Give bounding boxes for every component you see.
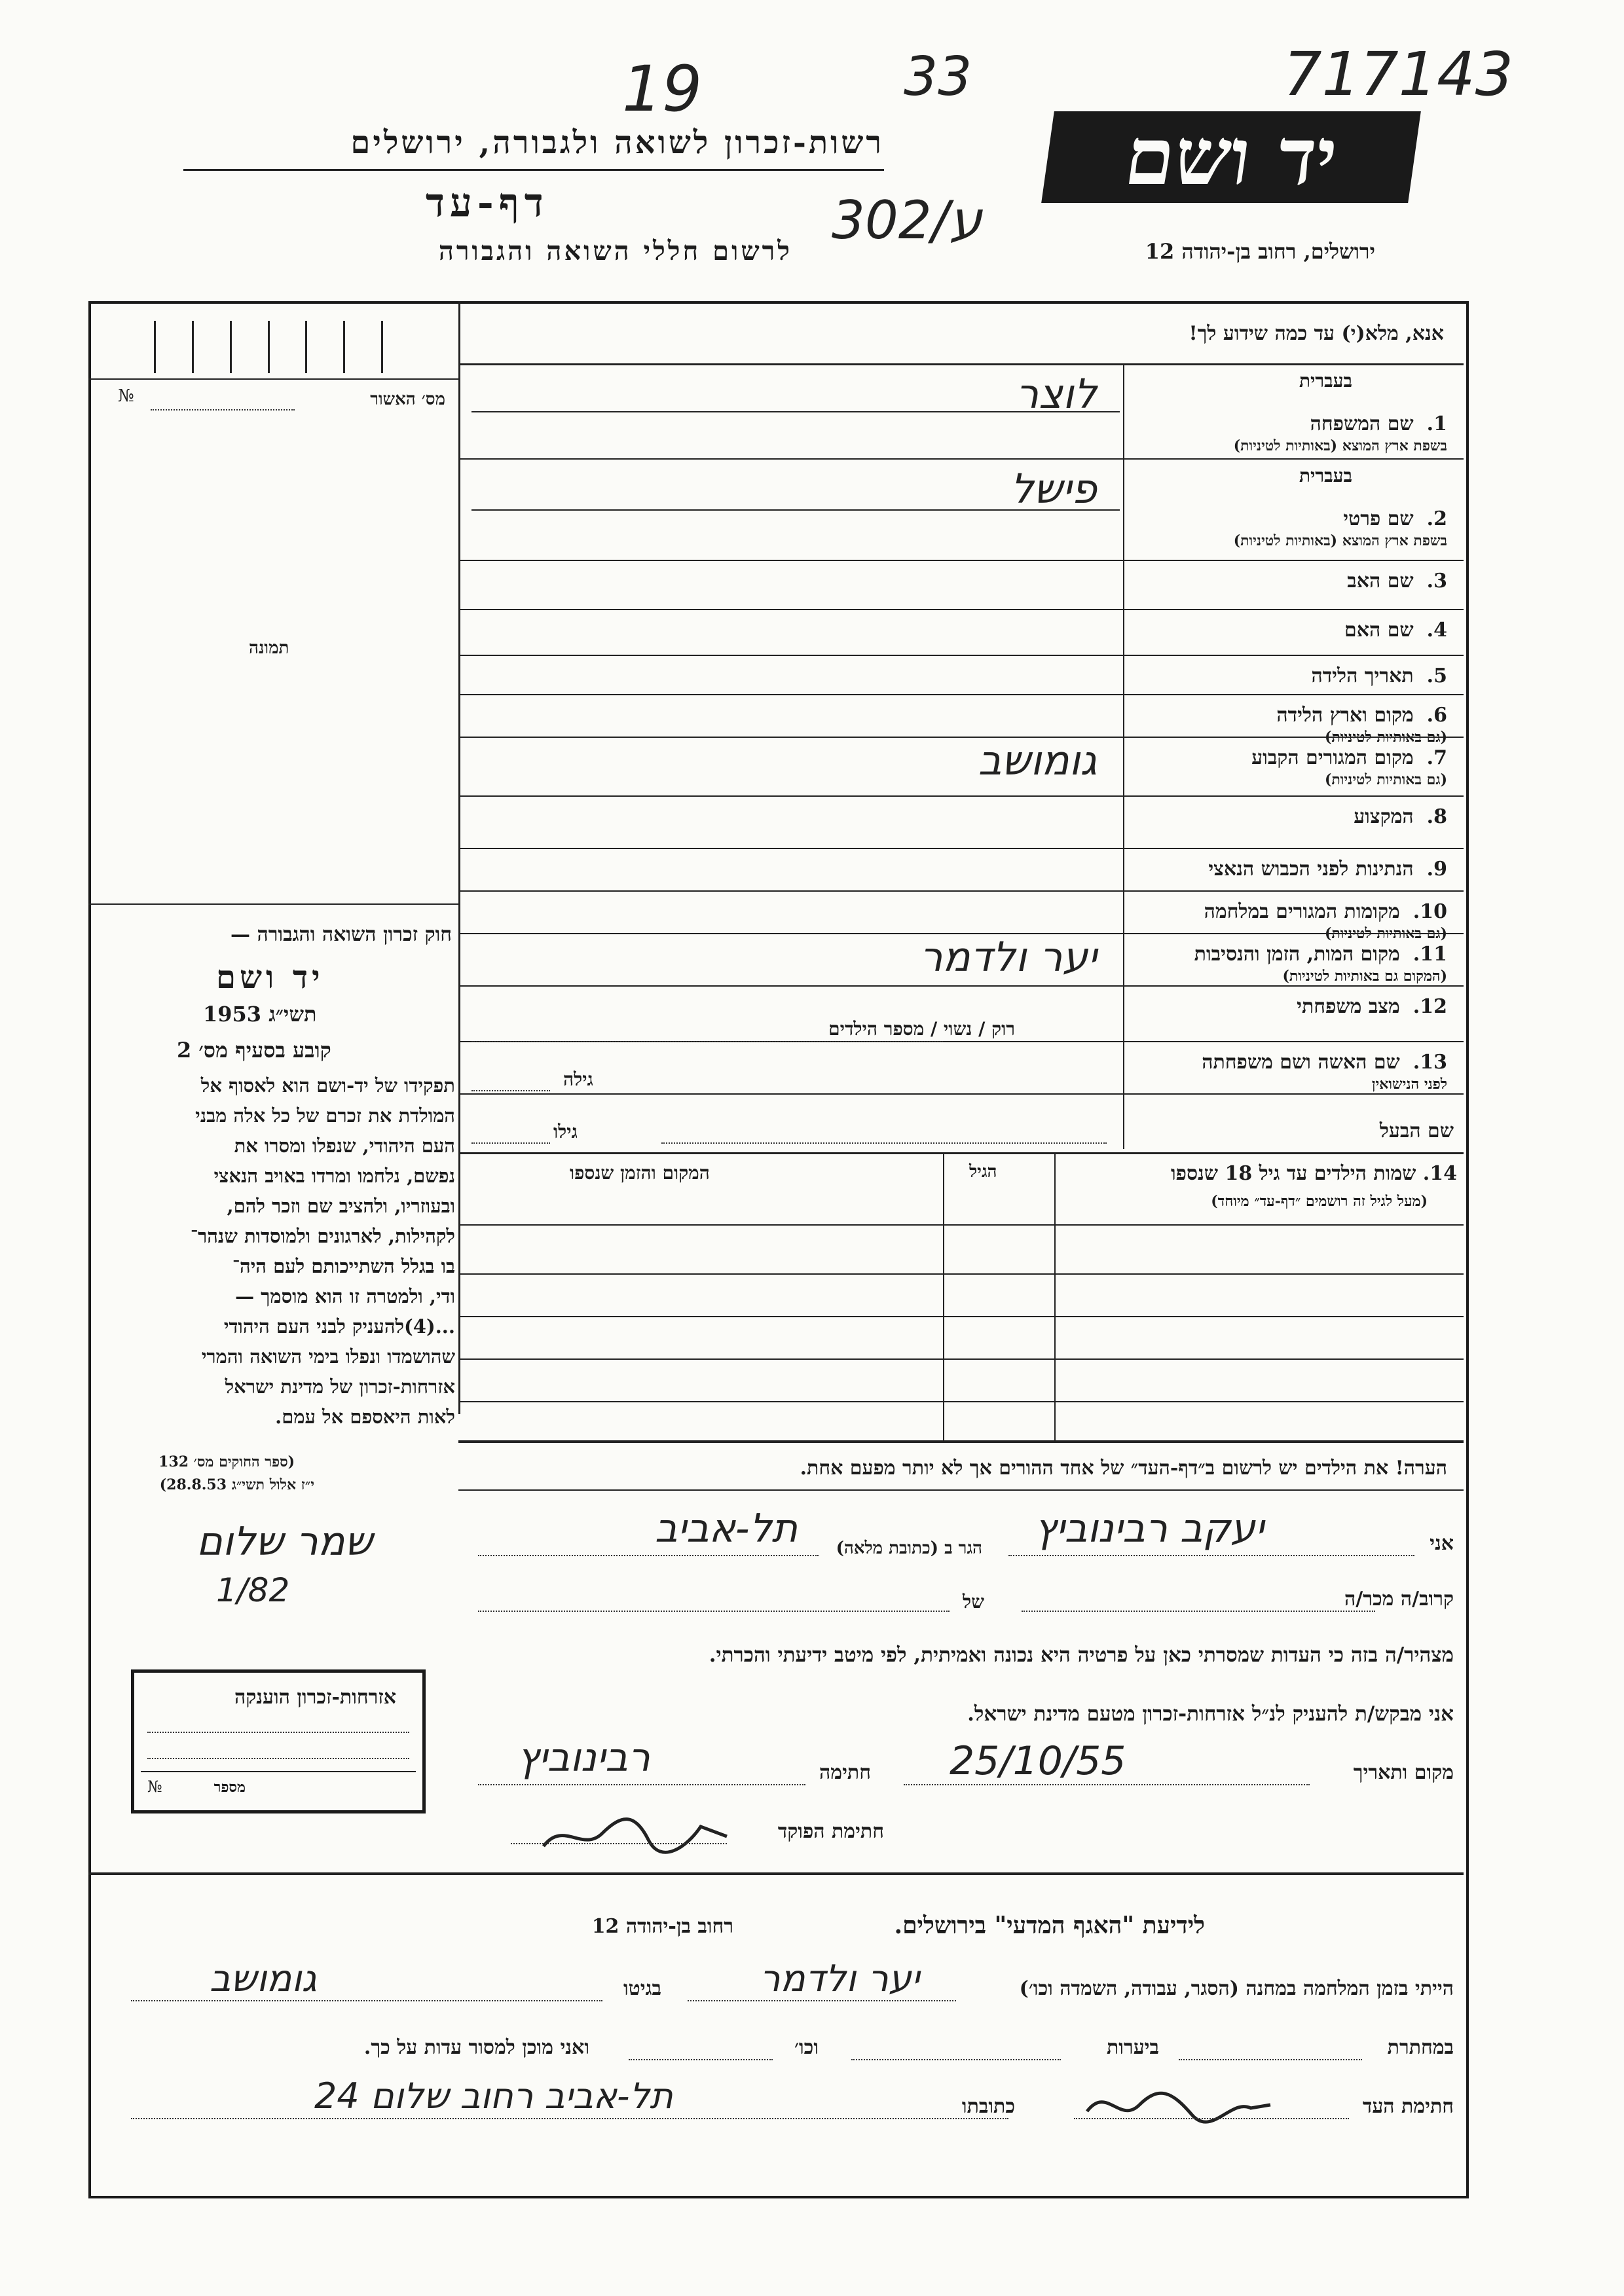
underground-label: במחתרת	[1387, 2036, 1454, 2059]
reference-number: 302/ע	[832, 190, 982, 251]
field-lang-2: בעברית	[1299, 465, 1352, 486]
official-handwriting-2: 1/82	[216, 1571, 290, 1609]
ghetto-value: גומושב	[210, 1958, 317, 2000]
camp-value: יער ולדמר	[760, 1958, 920, 2000]
law-ref-2: י״ז אלול תשי״ג 28.8.53)	[159, 1476, 314, 1493]
field-number-1: 1.	[1426, 412, 1447, 435]
record-id: 717143	[1283, 39, 1514, 109]
official-signature	[537, 1807, 733, 1859]
field-number-7: 7.	[1426, 746, 1447, 769]
witness-signature	[1080, 2079, 1277, 2131]
field-hint-2: בשפת ארץ המוצא (באותיות לטיניות)	[1233, 532, 1447, 549]
field-number-9: 9.	[1426, 858, 1447, 881]
field-row-2	[458, 458, 1464, 560]
signature-label: חתימה	[819, 1761, 871, 1784]
citizenship-box-number: מספר	[213, 1779, 246, 1796]
official-signature-label: חתימת הפוקד	[777, 1820, 884, 1843]
wife-age-label: גילה	[563, 1068, 593, 1090]
field-number-2: 2.	[1426, 507, 1447, 530]
declaration-date: 25/10/55	[950, 1738, 1126, 1784]
field-row-11	[458, 933, 1464, 985]
field-row-10	[458, 890, 1464, 942]
field-label-4: שם האם	[1344, 619, 1414, 642]
field-label-6: מקום וארץ הלידה	[1276, 704, 1414, 727]
field-number-4: 4.	[1426, 619, 1447, 642]
place-date-label: מקום ותאריך	[1353, 1761, 1454, 1784]
declaration-request: אני מבקש/ת להעניק לנ״ל אזרחות-זכרון מטעם מדינת ישראל.	[967, 1702, 1454, 1726]
field-hint-7: (גם באותיות לטיניות)	[1324, 771, 1447, 788]
declaration-relative: קרוב/ה מכר/ה	[1344, 1588, 1454, 1611]
field-row-6	[458, 694, 1464, 746]
witness-address: תל-אביב רחוב שלום 24	[314, 2075, 673, 2117]
declarant-address: תל-אביב	[655, 1506, 798, 1552]
cert-boxes	[118, 321, 419, 373]
declaration-statement: מצהיר/ה בזה כי העדות שמסרתי כאן על פרטיה היא נכונה ואמיתית, לפי מיטב ידיעתי והכרתי.	[709, 1643, 1454, 1667]
law-text: תפקידו של יד-ושם הוא לאסוף אל המולדת את זכרם של כל אלה מבני העם היהודי, שנפלו ומסרו את נפשם, נלחמו ומרדו באויב הנאצי ובעוזריו, ולהציב שם וזכר להם, לקהילות, לארגונים ולמוסדות שנהר־ בו בגלל השתייכותם לעם היה־ ודי, ולמטרה זו הוא מוסמך — ...(4)להעניק לבני העם היהודי שהושמדו ונפלו בימי השואה והמרי אזרחות-זכרון של מדינת ישראל לאות היאספם אל עמם.	[190, 1074, 455, 1428]
field-label-3: שם האב	[1347, 570, 1414, 592]
law-ref-1: (ספר החוקים מס׳ 132	[158, 1453, 295, 1470]
field-row-1	[458, 363, 1464, 458]
field-label-9: הנתינות לפני הכבוש הנאצי	[1208, 858, 1414, 881]
witness-signature-label: חתימת העד	[1362, 2095, 1454, 2118]
field-number-13: 13.	[1412, 1051, 1447, 1074]
husband-age-label: גילו	[553, 1121, 578, 1142]
field-hint-10: (גם באותיות לטיניות)	[1324, 925, 1447, 942]
field-label-10: מקומות המגורים במלחמה	[1204, 900, 1400, 923]
field-value-11[interactable]: יער ולדמר	[919, 933, 1097, 981]
children-title: 14. שמות הילדים עד גיל 18 שנספו	[1170, 1162, 1457, 1185]
no-mark: №	[118, 386, 134, 406]
field-hint-1: בשפת ארץ המוצא (באותיות לטיניות)	[1233, 437, 1447, 454]
top-number-2: 33	[904, 46, 972, 108]
law-title: חוק זכרון השואה והגבורה —	[231, 923, 452, 946]
note: הערה! את הילדים יש לרשום ב״דף-העד״ של אחד ההורים אך לא יותר מפעם אחת.	[800, 1457, 1447, 1480]
forests-label: ביערות	[1106, 2036, 1159, 2059]
field-label-2: שם פרטי	[1343, 507, 1414, 530]
cert-no-label: מס׳ האשור	[370, 390, 445, 409]
field-label-5: תאריך הלידה	[1311, 665, 1414, 687]
authority-name: רשות-זכרון לשואה ולגבורה, ירושלים	[350, 124, 884, 161]
law-section: קובע בסעיף מס׳ 2	[177, 1038, 331, 1063]
field-value-2[interactable]: פישל	[1010, 465, 1097, 513]
field-number-6: 6.	[1426, 704, 1447, 727]
citizenship-box-title: אזרחות-זכרון הוענקה	[234, 1686, 396, 1709]
field-lang-1: בעברית	[1299, 370, 1352, 392]
field-label-8: המקצוע	[1354, 805, 1414, 828]
field-value-7[interactable]: גומושב	[978, 737, 1097, 784]
no-mark-2: №	[147, 1777, 162, 1796]
declaration-of: של	[963, 1591, 984, 1613]
field-value-1[interactable]: לוצר	[1016, 370, 1097, 418]
witness-address-label: כתובתו	[961, 2095, 1015, 2118]
bottom-title: לידיעת "האגף המדעי" בירושלים.	[894, 1912, 1205, 1939]
form-title: דף-עד	[426, 180, 549, 226]
field-hint-11: (המקום גם באותיות לטיניות)	[1282, 968, 1447, 985]
field-row-7	[458, 737, 1464, 795]
law-year: תשי״ג 1953	[203, 1002, 317, 1027]
husband-label: שם הבעל	[1379, 1120, 1454, 1142]
field-label-13: שם האשה ושם משפחתה	[1202, 1051, 1400, 1074]
field-row-9	[458, 848, 1464, 890]
children-col-place: המקום והזמן שנספו	[570, 1162, 710, 1184]
field-number-3: 3.	[1426, 570, 1447, 592]
law-name: יד ושם	[216, 959, 324, 996]
children-hint: (מעל לגיל זה רושמים ״דף-עד״ מיוחד)	[1211, 1193, 1428, 1210]
declaration-resident: הגר ב (כתובת מלאה)	[836, 1539, 982, 1558]
field-number-11: 11.	[1412, 943, 1447, 966]
field-label-7: מקום המגורים הקבוע	[1251, 746, 1414, 769]
yad-vashem-logo: יד ושם	[1041, 111, 1421, 203]
header-address: ירושלים, רחוב בן-יהודה 12	[1145, 239, 1375, 264]
declarant-signature: רבינוביץ	[517, 1735, 650, 1781]
field-row-5	[458, 655, 1464, 694]
top-number-1: 19	[622, 52, 703, 126]
declarant-name: יעקב רבינוביץ	[1035, 1506, 1264, 1552]
marital-options: רוק / נשוי / מספר הילדים	[828, 1018, 1015, 1040]
ready-label: ואני מוכן למסור עדות על כך.	[363, 2036, 589, 2059]
bottom-address: רחוב בן-יהודה 12	[591, 1915, 733, 1938]
field-row-8	[458, 795, 1464, 848]
camp-line: הייתי בזמן המלחמה במחנה (הסגר, עבודה, השמדה וכו׳)	[1019, 1977, 1454, 2000]
field-number-5: 5.	[1426, 665, 1447, 687]
citizenship-box	[131, 1669, 426, 1813]
field-row-3	[458, 560, 1464, 609]
ghetto-label: בגיטו	[623, 1977, 661, 2000]
field-number-12: 12.	[1412, 995, 1447, 1018]
field-hint-6: (גם באותיות לטיניות)	[1324, 729, 1447, 746]
field-label-11: מקום המות, הזמן והנסיבות	[1194, 943, 1400, 966]
children-col-age: הגיל	[969, 1162, 997, 1182]
field-number-8: 8.	[1426, 805, 1447, 828]
official-handwriting: שמר שלום	[196, 1519, 373, 1565]
field-row-4	[458, 609, 1464, 655]
photo-label: תמונה	[249, 638, 289, 658]
etc-label: וכו׳	[794, 2036, 819, 2059]
field-label-1: שם המשפחה	[1310, 412, 1414, 435]
declaration-i: אני	[1430, 1532, 1454, 1555]
field-hint-13: לפני הנישואין	[1371, 1076, 1447, 1093]
field-row-13	[458, 1041, 1464, 1093]
field-number-10: 10.	[1412, 900, 1447, 923]
field-label-12: מצב משפחתי	[1297, 995, 1400, 1018]
form-subtitle: לרשום חללי השואה והגבורה	[438, 236, 792, 266]
instructions: אנא, מלא(י) עד כמה שידוע לך!	[1189, 322, 1444, 345]
